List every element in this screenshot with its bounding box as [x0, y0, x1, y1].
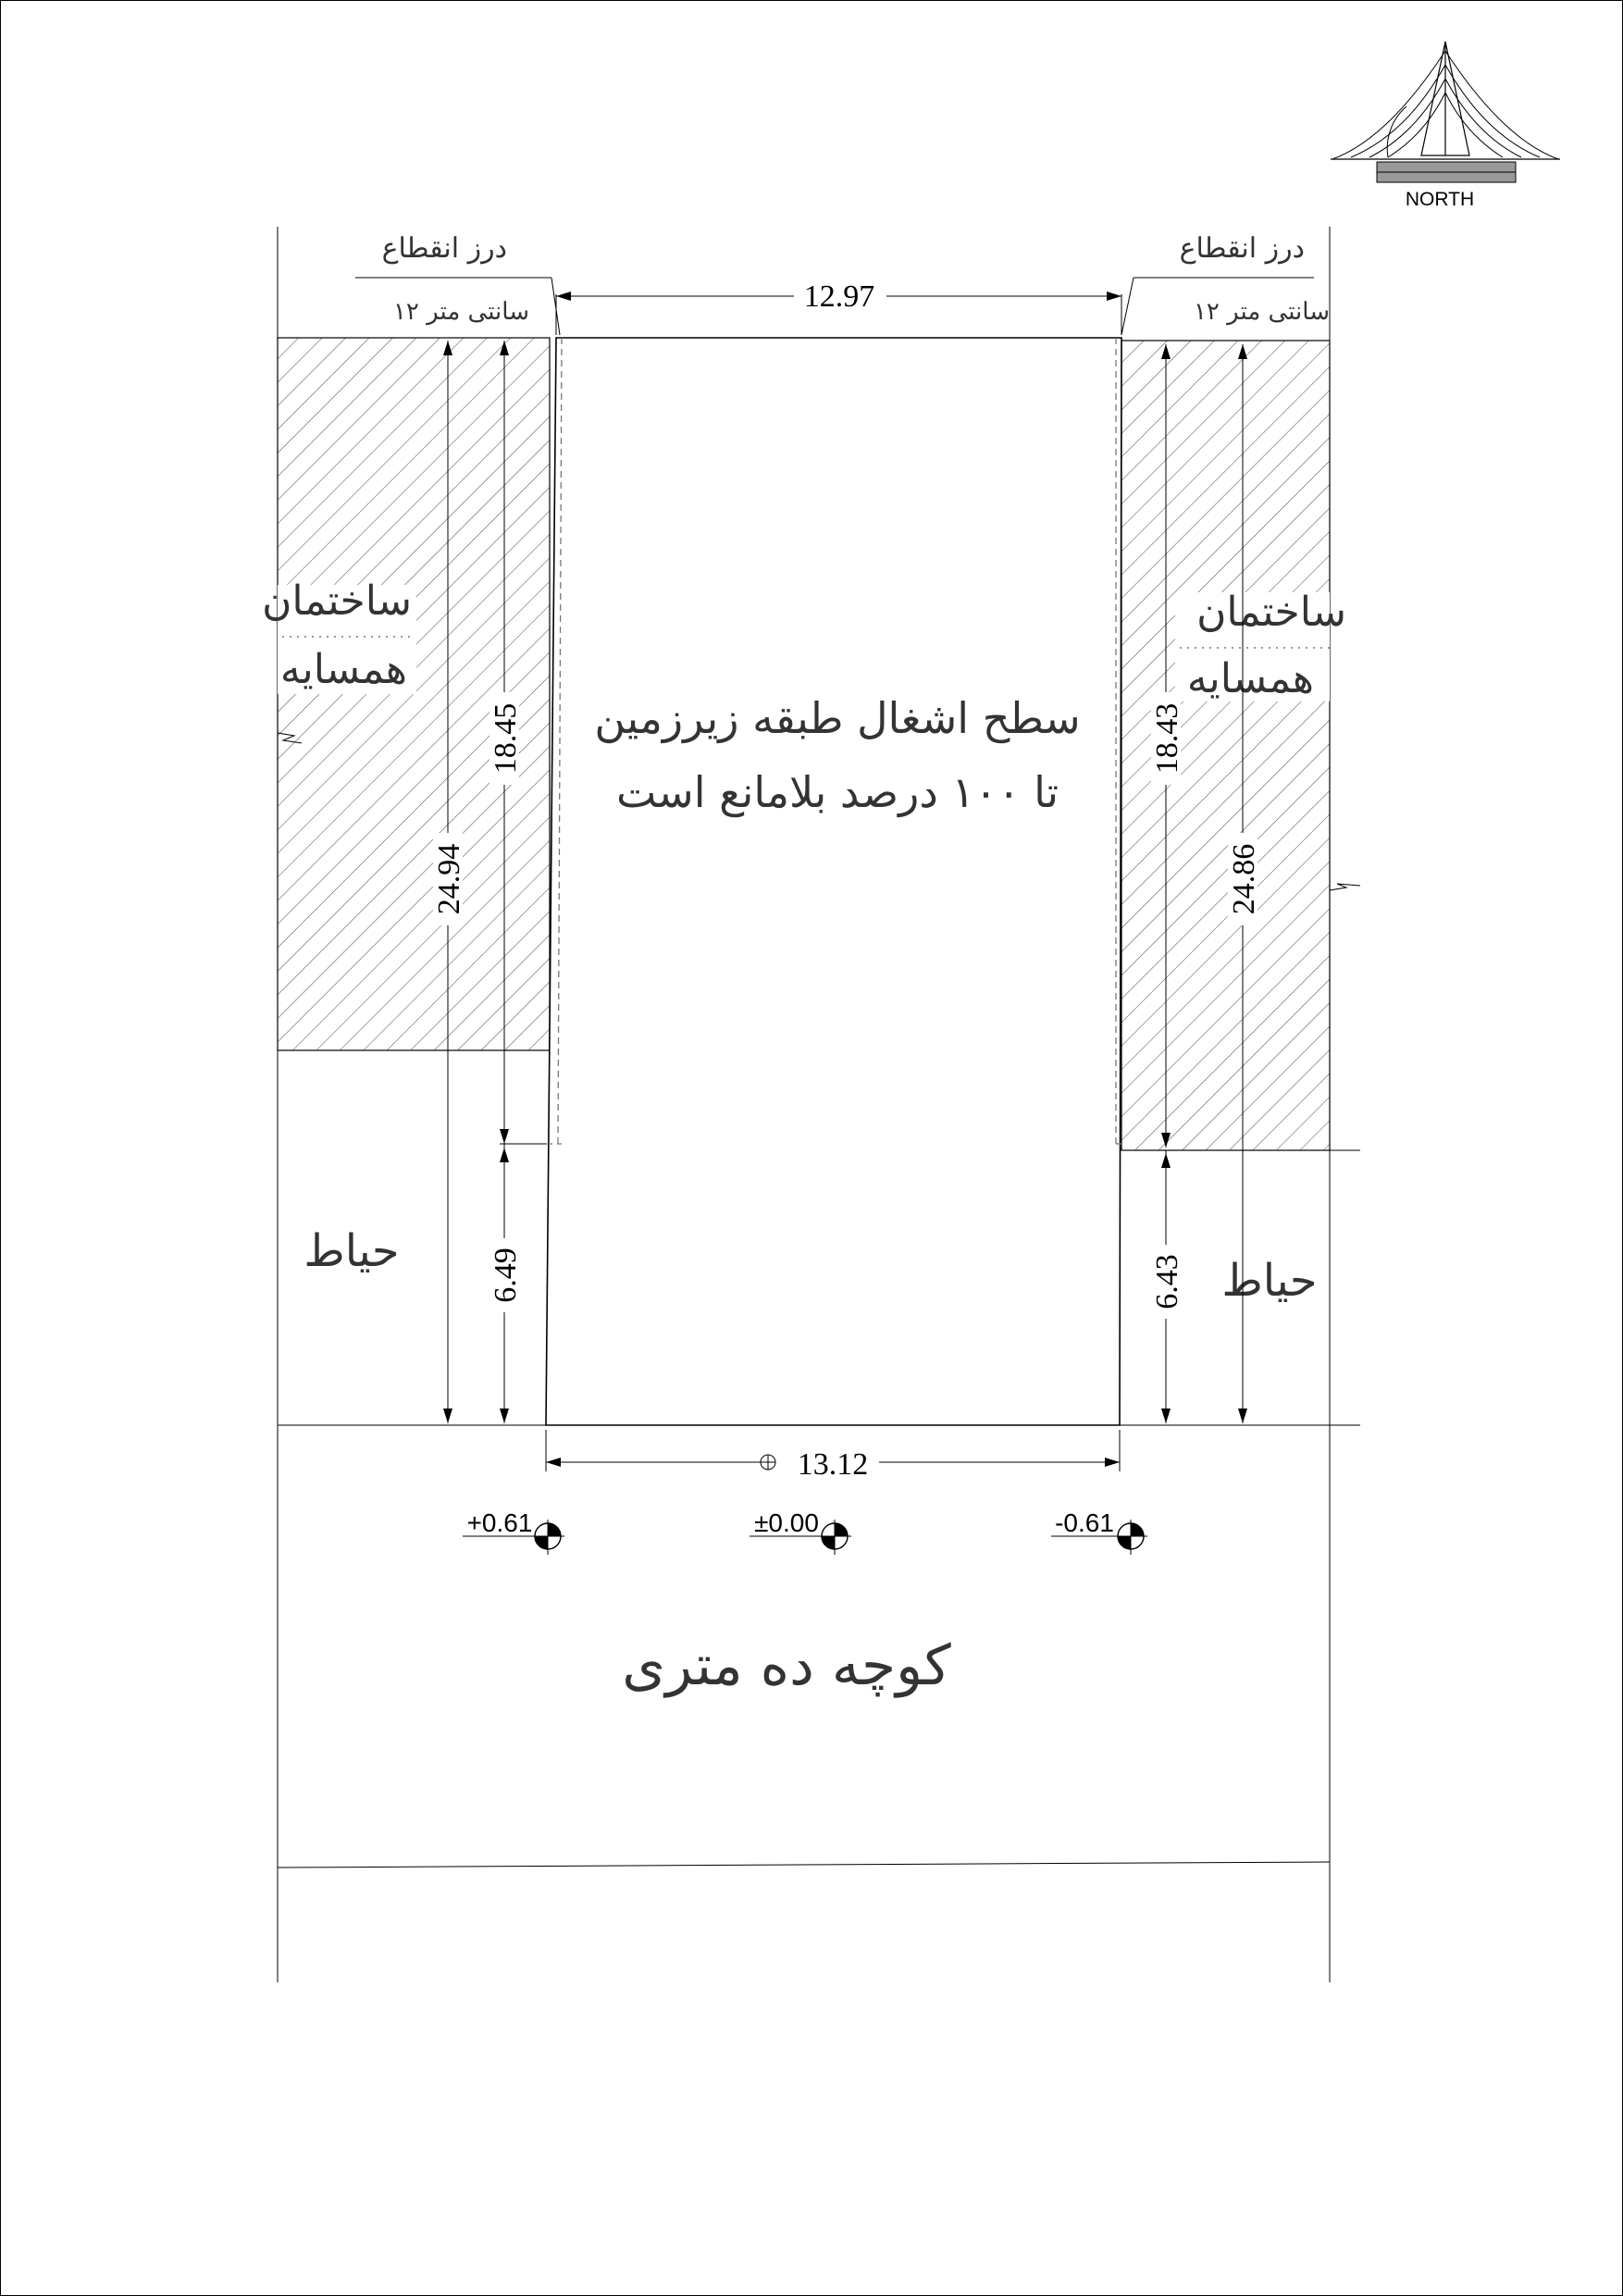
level-center-value: ±0.00 — [754, 1508, 819, 1537]
level-marker-left — [463, 1508, 564, 1555]
basement-note-line-1: سطح اشغال طبقه زیرزمین — [594, 693, 1081, 743]
street-edge-line — [278, 1862, 1330, 1868]
dim-right-total-value: 24.86 — [1227, 843, 1261, 915]
dim-right-yard-value: 6.43 — [1150, 1254, 1184, 1309]
left-neighbor-label-1: ساختمان — [262, 577, 412, 625]
street-label: کوچه ده متری — [622, 1633, 951, 1698]
right-joint-title: درز انقطاع — [1179, 232, 1305, 265]
north-arrow-icon — [1331, 42, 1560, 210]
dim-bottom-width — [546, 1430, 1120, 1482]
dim-bottom-width-value: 13.12 — [797, 1447, 869, 1482]
right-yard-label: حیاط — [1221, 1255, 1318, 1307]
right-neighbor-label-2: همسایه — [1186, 655, 1314, 702]
dim-right-yard — [1150, 1150, 1184, 1423]
dim-left-building-value: 18.45 — [489, 702, 523, 775]
dim-left-yard-value: 6.49 — [489, 1247, 523, 1303]
dim-left-total-value: 24.94 — [432, 843, 466, 915]
right-break-line — [1330, 884, 1360, 890]
right-neighbor-label-1: ساختمان — [1196, 589, 1346, 636]
dim-top-width-value: 12.97 — [803, 279, 875, 314]
left-yard-label: حیاط — [304, 1225, 400, 1277]
level-right-value: -0.61 — [1055, 1508, 1114, 1537]
north-label: NORTH — [1405, 189, 1475, 210]
right-joint-size: ۱۲ سانتی متر — [1193, 298, 1330, 326]
lot-outline — [546, 338, 1121, 1425]
dim-left-yard — [489, 1144, 546, 1423]
left-joint-title: درز انقطاع — [381, 232, 507, 265]
left-joint-size: ۱۲ سانتی متر — [392, 298, 529, 326]
dim-top-width — [556, 279, 1121, 335]
dim-right-building-value: 18.43 — [1150, 702, 1184, 775]
level-left-value: +0.61 — [466, 1508, 533, 1537]
level-marker-right — [1051, 1508, 1147, 1555]
level-marker-center — [750, 1508, 851, 1555]
left-neighbor-label-2: همسایه — [279, 646, 407, 693]
basement-note-line-2: تا ۱۰۰ درصد بلامانع است — [615, 767, 1059, 817]
right-joint-leader — [1121, 278, 1134, 335]
